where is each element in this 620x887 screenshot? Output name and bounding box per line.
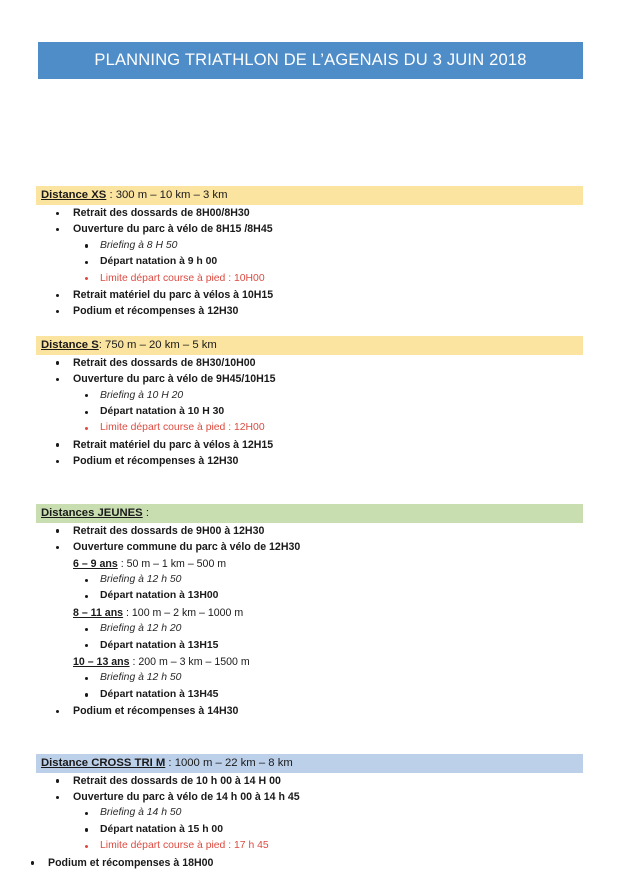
sub-list-item: Limite départ course à pied : 10H00	[0, 271, 620, 287]
sub-list-holder	[0, 805, 620, 854]
section-item-list	[0, 205, 620, 320]
sub-list-item: Briefing à 12 h 50	[0, 572, 620, 588]
sub-list-holder	[0, 388, 620, 437]
list-item: Retrait matériel du parc à vélos à 12H15	[0, 437, 620, 453]
section-header-band	[36, 504, 583, 523]
sub-item-list	[0, 388, 620, 437]
list-item: Podium et récompenses à 12H30	[0, 303, 620, 319]
sub-list-item: Départ natation à 13H00	[0, 588, 620, 604]
section-header-distances: :	[142, 506, 149, 519]
sub-list-item: Départ natation à 9 h 00	[0, 254, 620, 270]
section-header-band	[36, 336, 583, 355]
section-header-distances: : 750 m – 20 km – 5 km	[98, 338, 217, 351]
list-item: Ouverture du parc à vélo de 8H15 /8H45	[0, 221, 620, 237]
section-item-list	[0, 773, 620, 855]
section-spacer	[0, 720, 620, 754]
sub-list-item: Départ natation à 10 H 30	[0, 404, 620, 420]
sub-list-item: Briefing à 14 h 50	[0, 805, 620, 821]
section-distance-xs	[0, 186, 620, 320]
age-group-label: 6 – 9 ans	[73, 557, 118, 570]
list-item: Podium et récompenses à 14H30	[0, 703, 620, 719]
section-header-band	[36, 754, 583, 773]
section-header-distances: : 300 m – 10 km – 3 km	[106, 189, 228, 201]
sub-item-list	[0, 238, 620, 287]
section-item-list	[0, 355, 620, 470]
list-item: Retrait matériel du parc à vélos à 10H15	[0, 287, 620, 303]
section-header-band	[36, 186, 583, 205]
age-group-header	[0, 654, 620, 670]
document-title-banner	[38, 42, 583, 79]
section-header-title: Distance XS	[41, 189, 107, 201]
sub-item-list	[0, 572, 620, 605]
list-item: Retrait des dossards de 10 h 00 à 14 H 00	[0, 773, 620, 789]
sub-list-holder	[0, 238, 620, 287]
age-group-distances: : 100 m – 2 km – 1000 m	[123, 606, 244, 619]
age-group-distances: : 50 m – 1 km – 500 m	[117, 557, 227, 570]
section-trailing-list	[0, 855, 620, 871]
list-item: Retrait des dossards de 8H30/10H00	[0, 355, 620, 371]
section-header-title: Distances JEUNES	[41, 506, 143, 519]
age-group-label: 10 – 13 ans	[73, 655, 130, 668]
section-distance-cross-tri-m	[0, 754, 620, 871]
sub-list-item: Limite départ course à pied : 17 h 45	[0, 838, 620, 854]
section-header-title: Distance CROSS TRI M	[41, 756, 166, 769]
section-spacer	[0, 871, 620, 887]
sub-item-list	[0, 670, 620, 703]
list-item: Retrait des dossards de 8H00/8H30	[0, 205, 620, 221]
section-header-distances: : 1000 m – 22 km – 8 km	[165, 756, 293, 769]
sub-list-item: Briefing à 8 H 50	[0, 238, 620, 254]
sub-list-item: Départ natation à 13H45	[0, 687, 620, 703]
section-item-list	[0, 523, 620, 556]
list-item: Ouverture du parc à vélo de 14 h 00 à 14 h 45	[0, 789, 620, 805]
page-title: PLANNING TRIATHLON DE L’AGENAIS DU 3 JUIN 2018	[94, 51, 527, 69]
sub-list-item: Briefing à 12 h 50	[0, 670, 620, 686]
section-distances-jeunes	[0, 504, 620, 720]
age-group-label: 8 – 11 ans	[73, 606, 124, 619]
sub-list-item: Briefing à 10 H 20	[0, 388, 620, 404]
sub-item-list	[0, 621, 620, 654]
section-trailing-list	[0, 703, 620, 719]
section-spacer	[0, 470, 620, 504]
sub-list-item: Départ natation à 15 h 00	[0, 822, 620, 838]
list-item: Ouverture du parc à vélo de 9H45/10H15	[0, 371, 620, 387]
age-group-distances: : 200 m – 3 km – 1500 m	[129, 655, 250, 668]
sub-list-item: Limite départ course à pied : 12H00	[0, 420, 620, 436]
document-content	[0, 186, 620, 887]
section-spacer	[0, 320, 620, 336]
list-item: Ouverture commune du parc à vélo de 12H30	[0, 539, 620, 555]
sub-list-item: Départ natation à 13H15	[0, 638, 620, 654]
age-group-header	[0, 556, 620, 572]
age-group-header	[0, 605, 620, 621]
sub-list-item: Briefing à 12 h 20	[0, 621, 620, 637]
list-item: Retrait des dossards de 9H00 à 12H30	[0, 523, 620, 539]
list-item: Podium et récompenses à 12H30	[0, 453, 620, 469]
list-item: Podium et récompenses à 18H00	[0, 855, 620, 871]
section-header-title: Distance S	[41, 338, 99, 351]
sub-item-list	[0, 805, 620, 854]
section-distance-s	[0, 336, 620, 470]
